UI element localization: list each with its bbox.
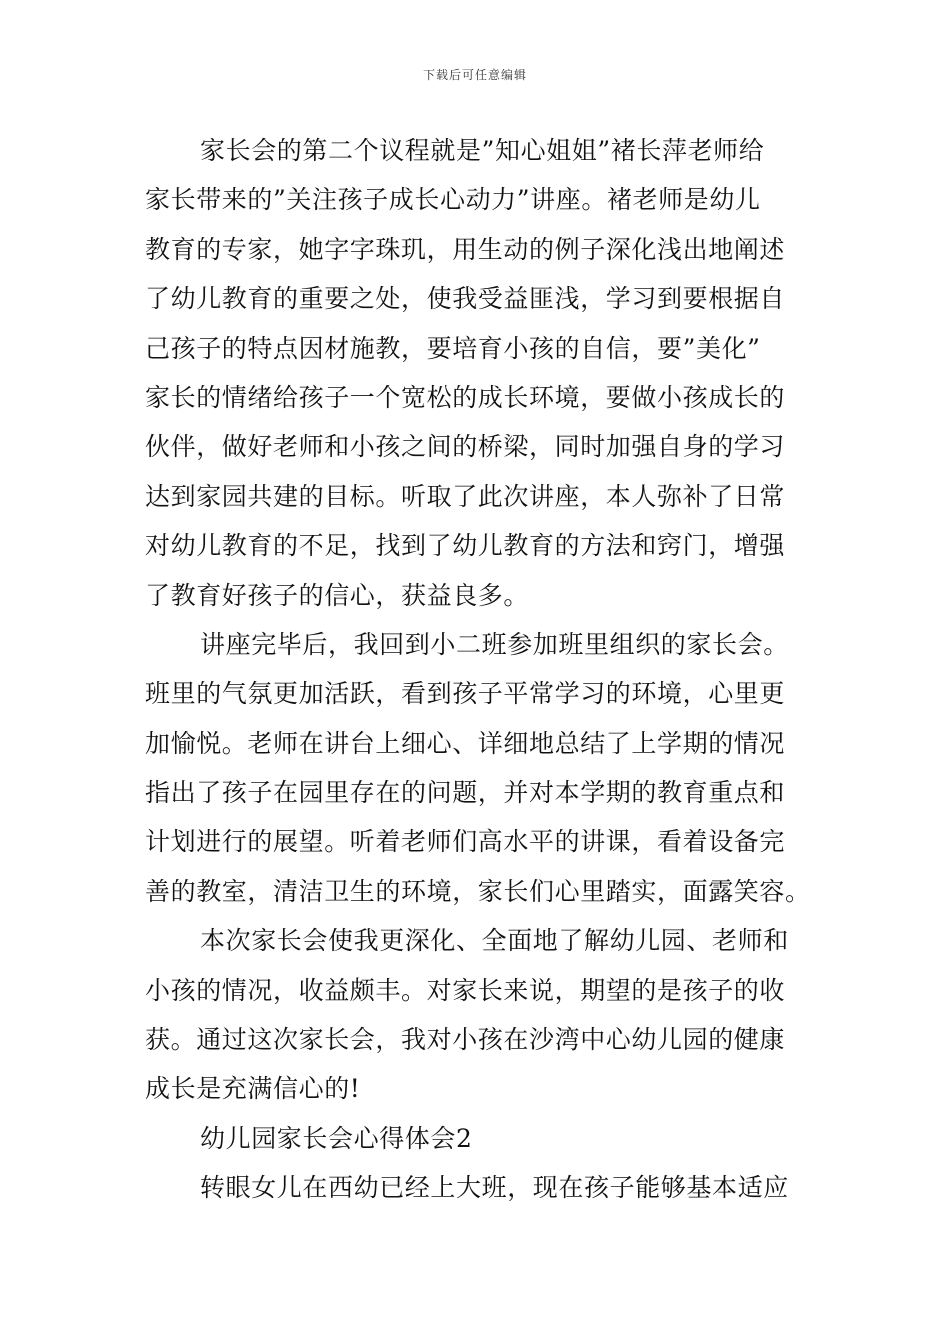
section-heading: 幼儿园家长会心得体会2 (200, 1123, 473, 1153)
paragraph-2-line: 指出了孩子在园里存在的问题，并对本学期的教育重点和 (145, 778, 786, 808)
paragraph-2-line: 加愉悦。老师在讲台上细心、详细地总结了上学期的情况 (145, 728, 786, 758)
paragraph-1-line: 家长会的第二个议程就是”知心姐姐”褚长萍老师给 (200, 136, 765, 165)
paragraph-2-line: 计划进行的展望。听着老师们高水平的讲课，看着设备完 (145, 827, 786, 857)
paragraph-1-line: 家长带来的”关注孩子成长心动力”讲座。褚老师是幼儿 (145, 185, 761, 215)
paragraph-1-line: 伙伴，做好老师和小孩之间的桥梁，同时加强自身的学习 (145, 432, 786, 462)
paragraph-2-line: 善的教室，清洁卫生的环境，家长们心里踏实，面露笑容。 (145, 876, 811, 906)
paragraph-1-line: 了幼儿教育的重要之处，使我受益匪浅，学习到要根据自 (145, 284, 786, 314)
paragraph-1-line: 对幼儿教育的不足，找到了幼儿教育的方法和窍门，增强 (145, 531, 786, 561)
paragraph-1-line: 达到家园共建的目标。听取了此次讲座，本人弥补了日常 (145, 481, 786, 511)
paragraph-2-line: 讲座完毕后，我回到小二班参加班里组织的家长会。 (200, 629, 789, 659)
paragraph-2-line: 班里的气氛更加活跃，看到孩子平常学习的环境，心里更 (145, 679, 786, 709)
paragraph-3-line: 成长是充满信心的! (145, 1074, 361, 1104)
paragraph-3-line: 获。通过这次家长会，我对小孩在沙湾中心幼儿园的健康 (145, 1025, 786, 1055)
paragraph-3-line: 小孩的情况，收益颇丰。对家长来说，期望的是孩子的收 (145, 975, 786, 1005)
paragraph-4-line: 转眼女儿在西幼已经上大班，现在孩子能够基本适应 (200, 1173, 789, 1203)
paragraph-1-line: 己孩子的特点因材施教，要培育小孩的自信，要”美化” (145, 333, 761, 363)
document-body (145, 126, 811, 1213)
paragraph-1-line: 了教育好孩子的信心，获益良多。 (145, 580, 530, 610)
paragraph-1-line: 家长的情绪给孩子一个宽松的成长环境，要做小孩成长的 (145, 382, 786, 412)
header-note: 下载后可任意编辑 (422, 68, 527, 82)
paragraph-3-line: 本次家长会使我更深化、全面地了解幼儿园、老师和 (200, 926, 789, 956)
paragraph-1-line: 教育的专家，她字字珠玑，用生动的例子深化浅出地阐述 (145, 234, 786, 264)
